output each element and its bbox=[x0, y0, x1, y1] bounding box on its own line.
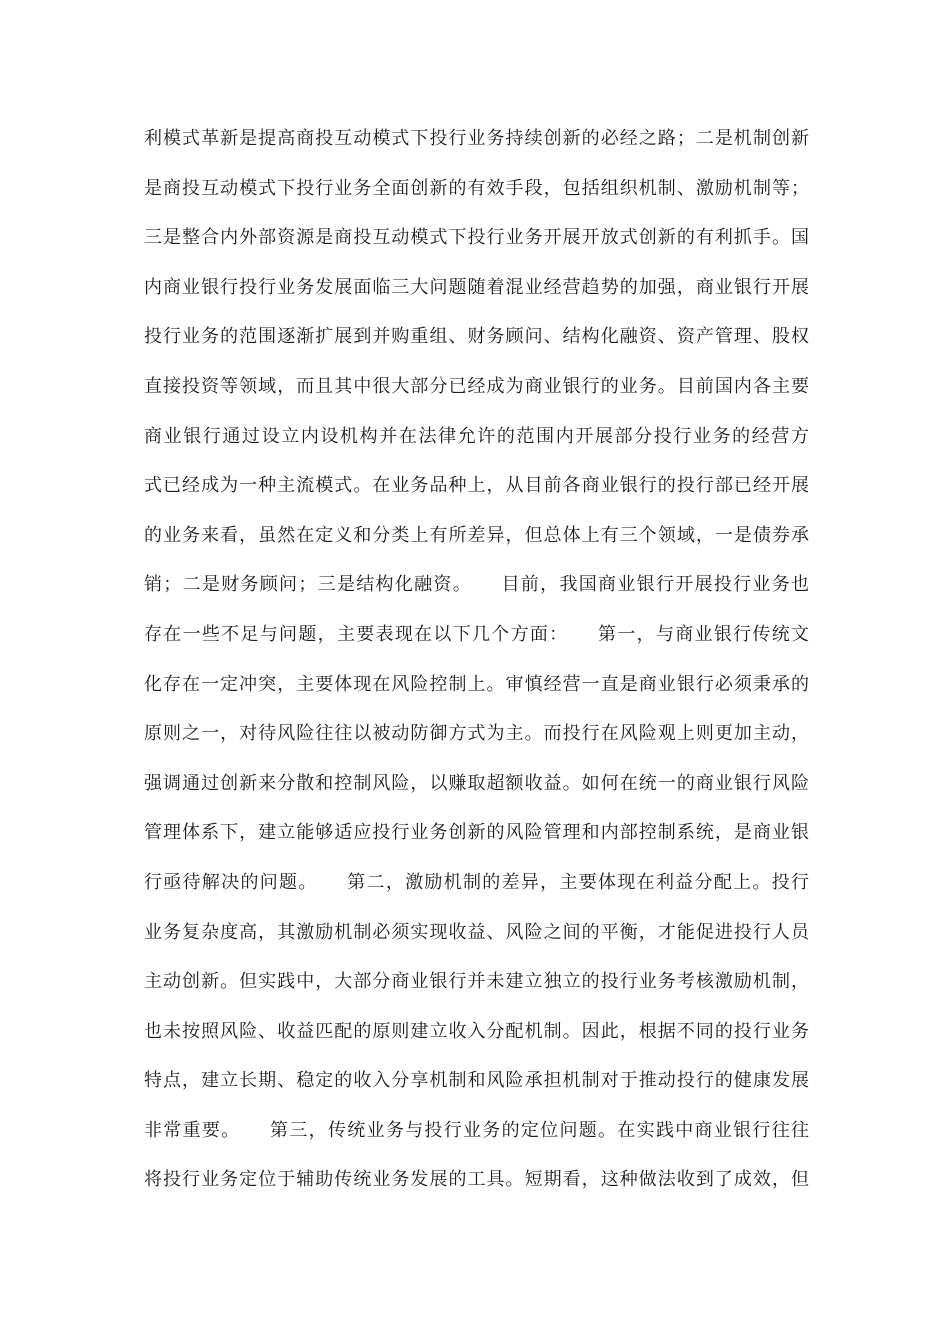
text-line: 销；二是财务顾问；三是结构化融资。 目前，我国商业银行开展投行业务也 bbox=[144, 574, 809, 596]
text-line: 化存在一定冲突，主要体现在风险控制上。审慎经营一直是商业银行必须秉承的 bbox=[144, 673, 809, 695]
text-line: 原则之一，对待风险往往以被动防御方式为主。而投行在风险观上则更加主动， bbox=[144, 723, 809, 745]
text-line: 的业务来看，虽然在定义和分类上有所差异，但总体上有三个领域，一是债券承 bbox=[144, 524, 809, 546]
text-line: 投行业务的范围逐渐扩展到并购重组、财务顾问、结构化融资、资产管理、股权 bbox=[144, 326, 809, 348]
text-line: 特点，建立长期、稳定的收入分享机制和风险承担机制对于推动投行的健康发展 bbox=[144, 1070, 809, 1092]
text-line: 主动创新。但实践中，大部分商业银行并未建立独立的投行业务考核激励机制， bbox=[144, 971, 809, 993]
text-line: 将投行业务定位于辅助传统业务发展的工具。短期看，这种做法收到了成效，但 bbox=[144, 1169, 809, 1191]
text-line: 非常重要。 第三，传统业务与投行业务的定位问题。在实践中商业银行往往 bbox=[144, 1119, 809, 1141]
text-line: 内商业银行投行业务发展面临三大问题随着混业经营趋势的加强，商业银行开展 bbox=[144, 276, 809, 298]
text-line: 三是整合内外部资源是商投互动模式下投行业务开展开放式创新的有利抓手。国 bbox=[144, 227, 809, 249]
text-line: 管理体系下，建立能够适应投行业务创新的风险管理和内部控制系统，是商业银 bbox=[144, 822, 809, 844]
text-line: 利模式革新是提高商投互动模式下投行业务持续创新的必经之路；二是机制创新 bbox=[144, 128, 809, 149]
body-text bbox=[144, 114, 809, 1205]
text-line: 也未按照风险、收益匹配的原则建立收入分配机制。因此，根据不同的投行业务 bbox=[144, 1020, 809, 1042]
text-line: 商业银行通过设立内设机构并在法律允许的范围内开展部分投行业务的经营方 bbox=[144, 425, 809, 447]
text-line: 是商投互动模式下投行业务全面创新的有效手段，包括组织机制、激励机制等； bbox=[144, 177, 809, 199]
text-line: 直接投资等领域，而且其中很大部分已经成为商业银行的业务。目前国内各主要 bbox=[144, 375, 809, 397]
text-line: 存在一些不足与问题，主要表现在以下几个方面： 第一，与商业银行传统文 bbox=[144, 623, 809, 645]
text-line: 强调通过创新来分散和控制风险，以赚取超额收益。如何在统一的商业银行风险 bbox=[144, 772, 809, 794]
text-line: 行亟待解决的问题。 第二，激励机制的差异，主要体现在利益分配上。投行 bbox=[144, 871, 809, 893]
text-line: 业务复杂度高，其激励机制必须实现收益、风险之间的平衡，才能促进投行人员 bbox=[144, 921, 809, 943]
text-line: 式已经成为一种主流模式。在业务品种上，从目前各商业银行的投行部已经开展 bbox=[144, 475, 809, 497]
